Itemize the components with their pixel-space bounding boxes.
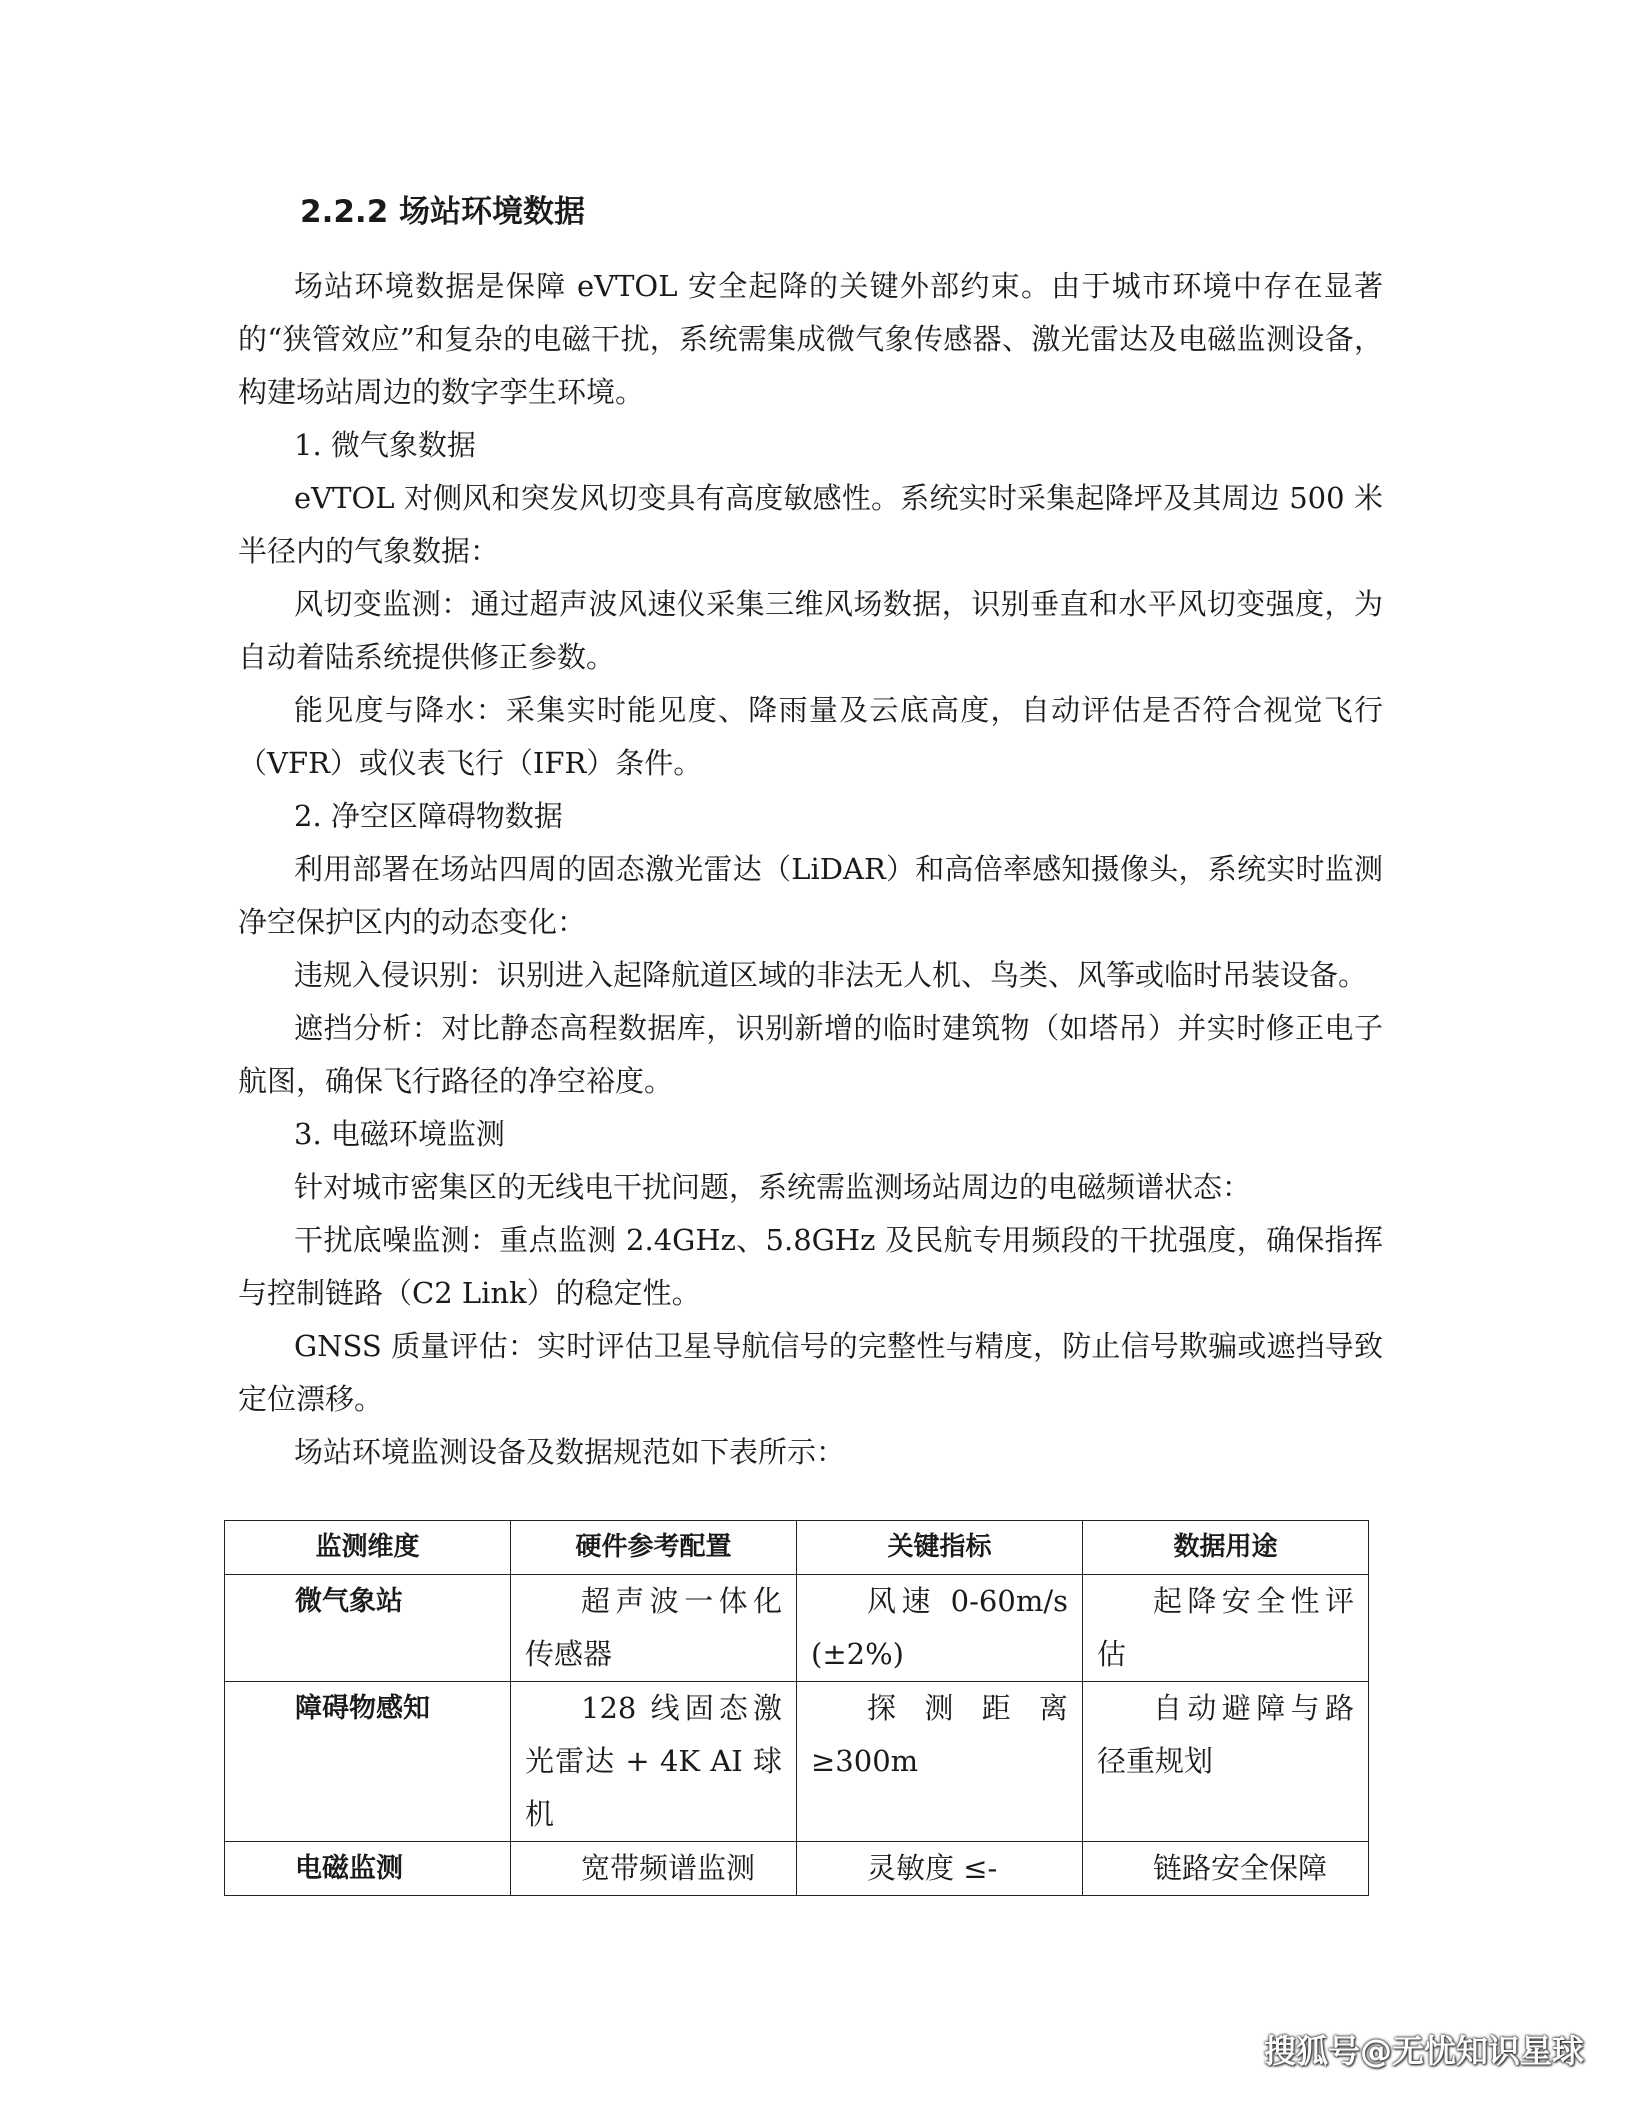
paragraph-s3-item1: 干扰底噪监测：重点监测 2.4GHz、5.8GHz 及民航专用频段的干扰强度，确保指挥与控制链路（C2 Link）的稳定性。 [238, 1223, 1383, 1310]
table-cell-dimension: 电磁监测 [225, 1842, 511, 1896]
table-row [225, 1682, 1369, 1842]
cell-text: 自动避障与路径重规划 [1097, 1691, 1354, 1778]
section-heading: 2.2.2 场站环境数据 [300, 194, 586, 230]
cell-text: 风速 0-60m/s (±2%) [811, 1584, 1068, 1671]
table-row [225, 1842, 1369, 1896]
paragraph-s2-intro: 利用部署在场站四周的固态激光雷达（LiDAR）和高倍率感知摄像头，系统实时监测净空保护区内的动态变化： [238, 852, 1383, 939]
table-cell-kpi [797, 1575, 1083, 1682]
table-cell-hardware [511, 1575, 797, 1682]
table-cell-usage [1083, 1575, 1369, 1682]
table-cell-hardware [511, 1682, 797, 1842]
table-cell-usage [1083, 1682, 1369, 1842]
paragraph-s1-item1: 风切变监测：通过超声波风速仪采集三维风场数据，识别垂直和水平风切变强度，为自动着陆系统提供修正参数。 [238, 587, 1383, 674]
table-cell-kpi [797, 1842, 1083, 1896]
cell-text: 128 线固态激光雷达 + 4K AI 球机 [525, 1691, 782, 1831]
table-cell-kpi [797, 1682, 1083, 1842]
table-header-kpi: 关键指标 [797, 1521, 1083, 1575]
cell-text: 探测距离 ≥300m [811, 1691, 1068, 1778]
paragraph-s3-intro: 针对城市密集区的无线电干扰问题，系统需监测场站周边的电磁频谱状态： [294, 1170, 1252, 1204]
watermark: 搜狐号@无忧知识星球 [1263, 2032, 1584, 2070]
paragraph-s2-item1: 违规入侵识别：识别进入起降航道区域的非法无人机、鸟类、风筝或临时吊装设备。 [294, 958, 1368, 992]
table-header-dimension: 监测维度 [225, 1521, 511, 1575]
paragraph-s3-item2: GNSS 质量评估：实时评估卫星导航信号的完整性与精度，防止信号欺骗或遮挡导致定位漂移。 [238, 1329, 1383, 1416]
body-text [238, 260, 1383, 1479]
paragraph-table-intro: 场站环境监测设备及数据规范如下表所示： [294, 1435, 846, 1469]
cell-text: 链路安全保障 [1153, 1851, 1328, 1885]
table-cell-hardware [511, 1842, 797, 1896]
cell-text: 灵敏度 ≤- [867, 1851, 998, 1885]
table-row [225, 1575, 1369, 1682]
paragraph-s2-item2: 遮挡分析：对比静态高程数据库，识别新增的临时建筑物（如塔吊）并实时修正电子航图，确保飞行路径的净空裕度。 [238, 1011, 1383, 1098]
table-cell-dimension: 微气象站 [225, 1575, 511, 1682]
paragraph-s1-item2: 能见度与降水：采集实时能见度、降雨量及云底高度，自动评估是否符合视觉飞行（VFR）或仪表飞行（IFR）条件。 [238, 693, 1383, 780]
table-header-row [225, 1521, 1369, 1575]
cell-text: 宽带频谱监测 [581, 1851, 756, 1885]
table-header-usage: 数据用途 [1083, 1521, 1369, 1575]
subsection-title-3: 3. 电磁环境监测 [294, 1117, 505, 1151]
paragraph-intro: 场站环境数据是保障 eVTOL 安全起降的关键外部约束。由于城市环境中存在显著的“狭管效应”和复杂的电磁干扰，系统需集成微气象传感器、激光雷达及电磁监测设备，构建场站周边的数字孪生环境。 [238, 269, 1383, 409]
paragraph-s1-intro: eVTOL 对侧风和突发风切变具有高度敏感性。系统实时采集起降坪及其周边 500 米半径内的气象数据： [238, 481, 1383, 568]
cell-text: 超声波一体化传感器 [525, 1584, 782, 1671]
subsection-title-2: 2. 净空区障碍物数据 [294, 799, 563, 833]
cell-text: 起降安全性评估 [1097, 1584, 1354, 1671]
table-cell-usage [1083, 1842, 1369, 1896]
spec-table [224, 1520, 1369, 1896]
table-cell-dimension: 障碍物感知 [225, 1682, 511, 1842]
table-header-hardware: 硬件参考配置 [511, 1521, 797, 1575]
subsection-title-1: 1. 微气象数据 [294, 428, 476, 462]
